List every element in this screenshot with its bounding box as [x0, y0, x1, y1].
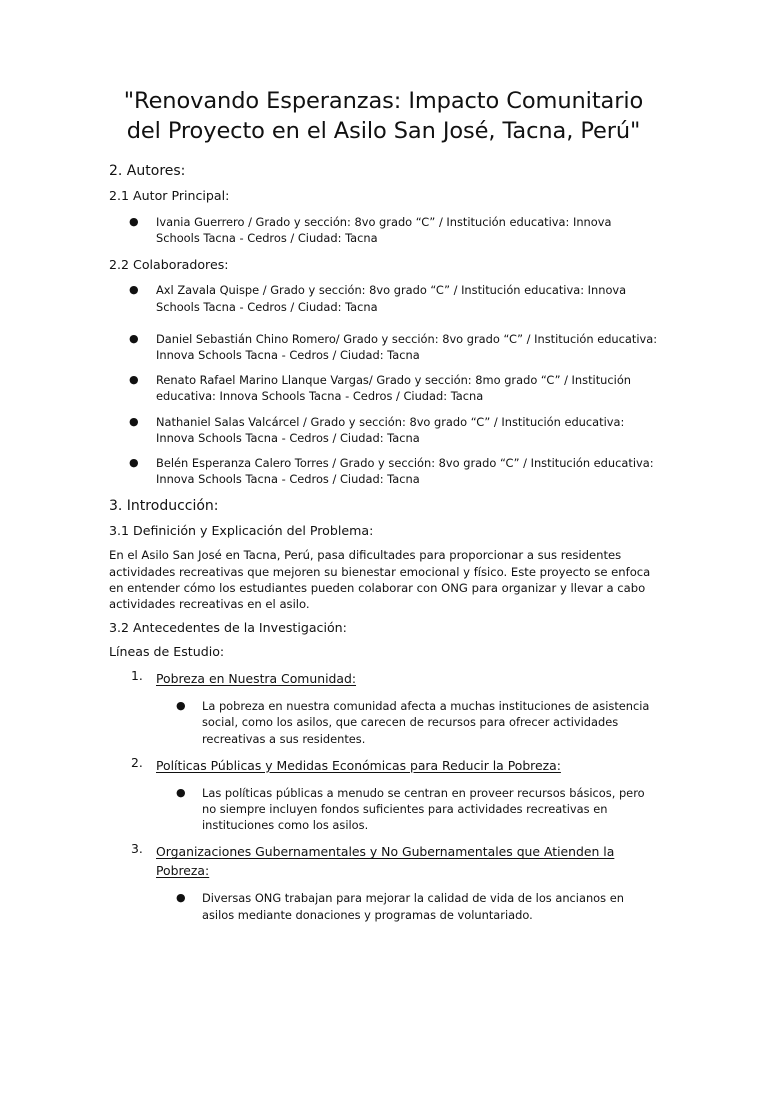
bullet-icon: ● — [176, 891, 186, 905]
bullet-icon: ● — [176, 785, 186, 799]
line-number: 2. — [131, 754, 143, 770]
bullet-icon: ● — [129, 331, 139, 345]
list-item — [109, 214, 658, 246]
authors-heading: 2. Autores: — [109, 163, 186, 179]
list-item — [109, 455, 658, 487]
bullet-icon: ● — [129, 373, 139, 387]
line-bullet-text: Diversas ONG trabajan para mejorar la calidad de vida de los ancianos en asilos mediante donaciones y programas de voluntariado. — [202, 891, 624, 922]
list-item — [109, 414, 658, 446]
lines-of-study-heading: Líneas de Estudio: — [109, 644, 225, 660]
list-item — [109, 372, 658, 404]
line-title: Organizaciones Gubernamentales y No Gubernamentales que Atienden la Pobreza: — [156, 844, 615, 879]
bullet-icon: ● — [129, 456, 139, 470]
list-item — [156, 890, 658, 922]
main-author-list — [109, 214, 658, 246]
line-bullets — [156, 890, 658, 922]
collaborator-text: Nathaniel Salas Valcárcel / Grado y sección: 8vo grado “C” / Institución educativa: Innova Schools Tacna - Cedros / Ciudad: Tacna — [156, 414, 625, 445]
document-title: "Renovando Esperanzas: Impacto Comunitario del Proyecto en el Asilo San José, Tacna, Perú" — [123, 88, 644, 144]
list-item — [109, 282, 658, 314]
collaborators-list — [109, 282, 658, 487]
list-item — [156, 698, 658, 747]
line-number: 3. — [131, 841, 143, 857]
line-bullet-text: La pobreza en nuestra comunidad afecta a muchas instituciones de asistencia social, como los asilos, que carecen de recursos para ofrecer actividades recreativas a sus residentes. — [202, 699, 650, 746]
collaborator-text: Belén Esperanza Calero Torres / Grado y sección: 8vo grado “C” / Institución educativa: Innova Schools Tacna - Cedros / Ciudad: Tacna — [156, 456, 654, 487]
line-title: Políticas Públicas y Medidas Económicas para Reducir la Pobreza: — [156, 757, 561, 773]
main-author-heading: 2.1 Autor Principal: — [109, 188, 230, 203]
list-item — [109, 841, 658, 922]
list-item — [109, 668, 658, 747]
line-number: 1. — [131, 668, 143, 684]
bullet-icon: ● — [129, 414, 139, 428]
collaborator-text: Axl Zavala Quispe / Grado y sección: 8vo grado “C” / Institución educativa: Innova Schools Tacna - Cedros / Ciudad: Tacna — [156, 283, 627, 314]
bullet-icon: ● — [129, 283, 139, 297]
background-heading: 3.2 Antecedentes de la Investigación: — [109, 620, 347, 636]
bullet-icon: ● — [176, 699, 186, 713]
line-bullets — [156, 785, 658, 834]
collaborators-heading: 2.2 Colaboradores: — [109, 257, 229, 273]
collaborator-text: Renato Rafael Marino Llanque Vargas/ Grado y sección: 8mo grado “C” / Institución educativa: Innova Schools Tacna - Cedros / Ciudad: Tacna — [156, 373, 632, 404]
definition-paragraph: En el Asilo San José en Tacna, Perú, pasa dificultades para proporcionar a sus residentes actividades recreativas que mejoren su bienestar emocional y físico. Este proyecto se enfoca en entender cómo los estudiantes pueden colaborar con ONG para organizar y llevar a cabo actividades recreativas en el asilo. — [109, 548, 651, 612]
list-item — [109, 755, 658, 834]
list-item — [109, 331, 658, 363]
line-bullet-text: Las políticas públicas a menudo se centran en proveer recursos básicos, pero no siempre incluyen fondos suficientes para actividades recreativas en instituciones como los asilos. — [202, 785, 645, 833]
introduction-heading: 3. Introducción: — [109, 498, 219, 515]
collaborator-text: Daniel Sebastián Chino Romero/ Grado y sección: 8vo grado “C” / Institución educativa: Innova Schools Tacna - Cedros / Ciudad: Tacna — [156, 331, 658, 363]
main-author-text: Ivania Guerrero / Grado y sección: 8vo grado “C” / Institución educativa: Innova Schools Tacna - Cedros / Ciudad: Tacna — [156, 215, 612, 246]
list-item — [156, 785, 658, 834]
lines-of-study-list — [109, 668, 658, 923]
definition-heading: 3.1 Definición y Explicación del Problema: — [109, 523, 374, 539]
line-bullets — [156, 698, 658, 747]
document-page — [0, 86, 768, 1110]
line-title: Pobreza en Nuestra Comunidad: — [156, 671, 357, 687]
bullet-icon: ● — [129, 215, 139, 228]
